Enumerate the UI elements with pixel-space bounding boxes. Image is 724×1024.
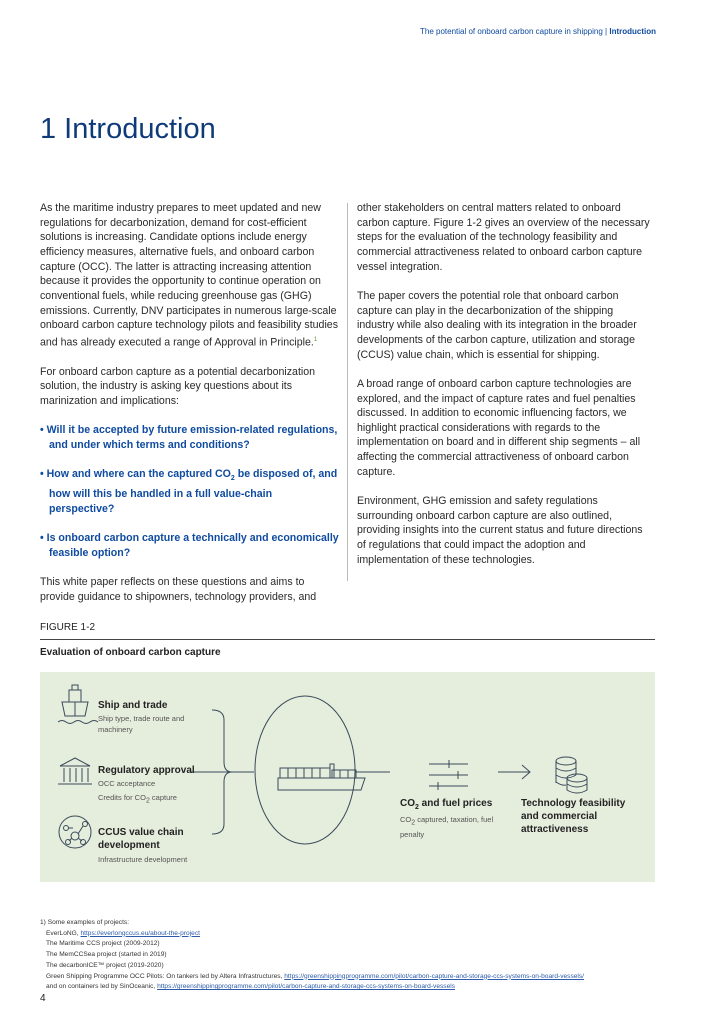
question-bullet: • Is onboard carbon capture a technically and economically feasible option?: [40, 532, 339, 559]
regulatory-title: Regulatory approval: [98, 765, 195, 776]
regulatory-desc-2: [98, 792, 177, 807]
paragraph: A broad range of onboard carbon capture technologies are explored, and the impact of capture rates and fuel penalties discussed. In addition to economic influencing factors, we highlight practical considerations with regards to the implementation on board and in different ship segments – all affecting the commercial attractiveness of onboard carbon capture.: [357, 377, 641, 478]
ship-and-trade-desc: Ship type, trade route and machinery: [98, 714, 185, 734]
footnotes: [40, 918, 584, 993]
prices-title: [400, 797, 492, 814]
ship-and-trade-title: Ship and trade: [98, 700, 168, 711]
footnote-line: [40, 972, 584, 983]
question-bullet: [40, 467, 340, 516]
q-text: be disposed of, and how will this be handled in a full value-chain perspective?: [49, 468, 338, 515]
container-ship-icon: [278, 764, 365, 790]
footnote-line: [40, 982, 584, 993]
network-icon: [59, 816, 91, 848]
header-separator: |: [605, 27, 608, 36]
sliders-icon: [429, 760, 468, 790]
page-title: 1 Introduction: [40, 113, 216, 145]
coins-icon: [556, 757, 587, 793]
figure-rule: [40, 639, 655, 640]
text: captured, taxation, fuel penalty: [400, 815, 494, 839]
footnote-ref[interactable]: 1: [313, 336, 318, 343]
ccus-title: CCUS value chain development: [98, 827, 184, 851]
subscript: 2: [415, 804, 419, 811]
subscript: 2: [145, 797, 150, 805]
footnote-line: The Maritime CCS project (2009-2012): [46, 940, 160, 948]
gsp-link-tankers[interactable]: https://greenshippingprogramme.com/pilot/carbon-capture-and-storage-ccs-systems-on-board-vessels/: [284, 972, 585, 980]
running-header: [420, 27, 656, 36]
regulatory-desc-1: OCC acceptance: [98, 779, 156, 788]
subscript: 2: [230, 475, 235, 483]
paragraph: Environment, GHG emission and safety regulations surrounding onboard carbon capture are also outlined, providing insights into the current status and future directions of regulations that could impact the adoption and implementation of these technologies.: [357, 495, 643, 566]
footnote-line: [40, 929, 584, 940]
bank-icon: [58, 758, 92, 784]
page-number: 4: [40, 993, 46, 1004]
text: capture: [149, 793, 177, 802]
subscript: 2: [411, 819, 416, 827]
ship-icon: [58, 685, 98, 724]
left-column: [40, 201, 340, 619]
figure-diagram: [40, 672, 655, 882]
paragraph: other stakeholders on central matters related to onboard carbon capture. Figure 1-2 gives an overview of the necessary steps for the evaluation of the technology feasibility and commercial attractiveness related to onboard carbon capture vessel integration.: [357, 202, 650, 273]
footnote-line: The MemCCSea project (started in 2019): [46, 951, 167, 959]
right-column: [357, 201, 653, 582]
everlong-link[interactable]: https://everlongccus.eu/about-the-project: [80, 929, 200, 937]
text: CO: [400, 798, 415, 809]
header-section: Introduction: [609, 27, 656, 36]
prices-desc: [400, 814, 505, 840]
text: and fuel prices: [418, 798, 493, 809]
text: Green Shipping Programme OCC Pilots: On tankers led by Altera Infrastructures,: [46, 972, 283, 980]
gsp-link-containers[interactable]: https://greenshippingprogramme.com/pilot/carbon-capture-and-storage-ccs-systems-on-board-vessels: [157, 983, 456, 991]
paragraph: [40, 201, 340, 350]
text: and on containers led by SinOceanic,: [46, 983, 156, 991]
result-title: Technology feasibility and commercial attractiveness: [521, 798, 626, 835]
paragraph: For onboard carbon capture as a potential decarbonization solution, the industry is asking key questions about its marinization and implications:: [40, 365, 316, 408]
footnote-line: The decarbonICE™ project (2019-2020): [46, 961, 164, 969]
footnote-intro: 1) Some examples of projects:: [40, 919, 130, 926]
arrow-icon: [498, 765, 530, 779]
header-title: The potential of onboard carbon capture in shipping: [420, 27, 603, 36]
text: Credits for CO: [98, 793, 146, 802]
ccus-desc: Infrastructure development: [98, 855, 188, 864]
text: CO: [400, 815, 412, 824]
figure-title: Evaluation of onboard carbon capture: [40, 647, 221, 658]
question-bullet: • Will it be accepted by future emission-related regulations, and under which terms and conditions?: [40, 424, 338, 451]
paragraph: The paper covers the potential role that onboard carbon capture can play in the decarbonization of the shipping industry while also dealing with its integration in the broader developments of the carbon capture, utilization and storage (CCUS) value chain, which is essential for shipping.: [357, 289, 637, 361]
q-text: • How and where can the captured CO: [40, 468, 231, 481]
paragraph: This white paper reflects on these questions and aims to provide guidance to shipowners, technology providers, and: [40, 575, 317, 603]
paragraph-text: As the maritime industry prepares to meet updated and new regulations for decarbonization, demand for cost-efficient solutions is increasing. Candidate options include energy efficiency measures, alternative fuels, and onboard carbon capture (OCC). The latter is attracting increasing attention because it provides the opportunity to continue operation on conventional fuels, while reducing greenhouse gas (GHG) emissions. Currently, DNV participates in numerous large-scale onboard carbon capture technology pilots and feasibility studies and has already executed a range of Approval in Principle.: [40, 202, 338, 349]
figure-label: FIGURE 1-2: [40, 622, 96, 633]
column-divider: [347, 203, 348, 581]
text: EverLoNG,: [46, 929, 79, 937]
